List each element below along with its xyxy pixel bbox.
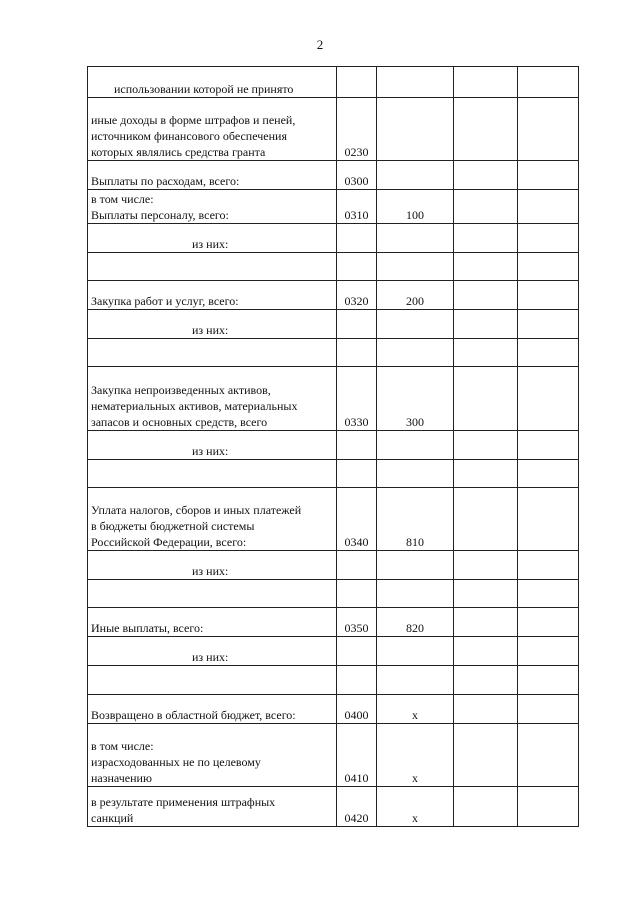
row-kosgu-cell	[377, 310, 454, 339]
row-amount-cell	[518, 253, 579, 281]
row-amount-cell	[518, 431, 579, 460]
row-amount-cell	[454, 190, 518, 224]
table-row	[88, 488, 579, 551]
row-name-cell	[88, 488, 337, 551]
row-kosgu-cell	[377, 460, 454, 488]
row-amount-cell	[454, 98, 518, 161]
row-name-cell	[88, 787, 337, 827]
row-name-line: Российской Федерации, всего:	[91, 535, 247, 549]
table-row	[88, 310, 579, 339]
row-code-cell	[337, 253, 377, 281]
row-code-cell: 0420	[337, 787, 377, 827]
row-kosgu-cell: 810	[377, 488, 454, 551]
row-kosgu-cell	[377, 224, 454, 253]
row-amount-cell	[518, 161, 579, 190]
row-name-line: из них:	[192, 650, 229, 664]
row-code-cell	[337, 310, 377, 339]
row-kosgu-cell: x	[377, 787, 454, 827]
row-name-cell	[88, 460, 337, 488]
row-name-line: нематериальных активов, материальных	[91, 399, 298, 413]
row-kosgu-cell	[377, 580, 454, 608]
row-amount-cell	[518, 608, 579, 637]
table-row	[88, 224, 579, 253]
row-amount-cell	[454, 637, 518, 666]
table-row	[88, 98, 579, 161]
row-name-cell	[88, 339, 337, 367]
row-name-cell	[88, 224, 337, 253]
row-name-line: в том числе:	[91, 192, 154, 206]
row-amount-cell	[454, 695, 518, 724]
row-kosgu-cell: x	[377, 695, 454, 724]
row-amount-cell	[454, 310, 518, 339]
row-name-line: назначению	[91, 771, 152, 785]
table-row	[88, 695, 579, 724]
row-name-line: Закупка работ и услуг, всего:	[91, 294, 239, 308]
row-kosgu-cell: 100	[377, 190, 454, 224]
row-amount-cell	[454, 460, 518, 488]
row-amount-cell	[518, 637, 579, 666]
row-name-line: источником финансового обеспечения	[91, 129, 287, 143]
row-amount-cell	[518, 224, 579, 253]
row-amount-cell	[518, 787, 579, 827]
row-amount-cell	[454, 339, 518, 367]
table-row	[88, 460, 579, 488]
row-amount-cell	[518, 460, 579, 488]
row-name-line: Иные выплаты, всего:	[91, 621, 204, 635]
row-amount-cell	[518, 98, 579, 161]
row-name-cell	[88, 161, 337, 190]
page-number: 2	[316, 37, 324, 52]
row-name-line: использовании которой не принято	[114, 82, 294, 96]
row-name-line: Закупка непроизведенных активов,	[91, 383, 271, 397]
report-table	[87, 66, 579, 827]
row-name-line: Уплата налогов, сборов и иных платежей	[91, 503, 302, 517]
row-kosgu-cell: 300	[377, 367, 454, 431]
row-amount-cell	[518, 580, 579, 608]
row-kosgu-cell	[377, 67, 454, 98]
row-name-line: которых являлись средства гранта	[91, 145, 266, 159]
row-name-cell	[88, 190, 337, 224]
row-name-cell	[88, 367, 337, 431]
row-name-line: из них:	[192, 564, 229, 578]
row-name-line: в том числе:	[91, 739, 154, 753]
row-name-cell	[88, 724, 337, 787]
row-code-cell	[337, 666, 377, 695]
row-code-cell	[337, 67, 377, 98]
row-name-cell	[88, 551, 337, 580]
row-name-line: в бюджеты бюджетной системы	[91, 519, 255, 533]
row-kosgu-cell	[377, 161, 454, 190]
row-name-line: Выплаты по расходам, всего:	[91, 174, 240, 188]
row-amount-cell	[454, 224, 518, 253]
row-name-line: Возвращено в областной бюджет, всего:	[91, 708, 296, 722]
row-code-cell: 0340	[337, 488, 377, 551]
row-amount-cell	[518, 551, 579, 580]
row-name-line: израсходованных не по целевому	[91, 755, 261, 769]
row-amount-cell	[454, 666, 518, 695]
table-row	[88, 724, 579, 787]
row-name-cell	[88, 431, 337, 460]
table-row	[88, 161, 579, 190]
row-code-cell	[337, 580, 377, 608]
row-amount-cell	[518, 367, 579, 431]
row-name-cell	[88, 695, 337, 724]
table-row	[88, 431, 579, 460]
table-row	[88, 281, 579, 310]
row-amount-cell	[518, 190, 579, 224]
table-row	[88, 580, 579, 608]
row-name-cell	[88, 281, 337, 310]
row-kosgu-cell	[377, 98, 454, 161]
row-code-cell	[337, 339, 377, 367]
row-kosgu-cell	[377, 431, 454, 460]
row-amount-cell	[454, 161, 518, 190]
table-row	[88, 190, 579, 224]
row-name-cell	[88, 67, 337, 98]
row-amount-cell	[454, 787, 518, 827]
table-row	[88, 67, 579, 98]
row-kosgu-cell: x	[377, 724, 454, 787]
row-name-line: запасов и основных средств, всего	[91, 415, 268, 429]
row-code-cell	[337, 460, 377, 488]
row-code-cell	[337, 431, 377, 460]
row-name-line: в результате применения штрафных	[91, 795, 276, 809]
row-kosgu-cell: 200	[377, 281, 454, 310]
row-name-cell	[88, 310, 337, 339]
row-amount-cell	[518, 281, 579, 310]
row-amount-cell	[518, 339, 579, 367]
table-row	[88, 666, 579, 695]
table-row	[88, 339, 579, 367]
row-name-line: из них:	[192, 237, 229, 251]
row-code-cell: 0310	[337, 190, 377, 224]
row-amount-cell	[518, 724, 579, 787]
row-name-cell	[88, 666, 337, 695]
row-name-line: санкций	[91, 811, 134, 825]
row-amount-cell	[518, 67, 579, 98]
row-code-cell	[337, 637, 377, 666]
row-name-line: иные доходы в форме штрафов и пеней,	[91, 113, 296, 127]
table-row	[88, 637, 579, 666]
row-name-cell	[88, 637, 337, 666]
row-amount-cell	[454, 488, 518, 551]
row-amount-cell	[518, 488, 579, 551]
row-code-cell: 0230	[337, 98, 377, 161]
row-name-cell	[88, 253, 337, 281]
row-code-cell: 0300	[337, 161, 377, 190]
row-kosgu-cell	[377, 666, 454, 695]
row-code-cell	[337, 224, 377, 253]
row-code-cell: 0410	[337, 724, 377, 787]
table-row	[88, 787, 579, 827]
row-kosgu-cell	[377, 637, 454, 666]
row-amount-cell	[454, 253, 518, 281]
row-name-cell	[88, 580, 337, 608]
table-row	[88, 551, 579, 580]
table-row	[88, 608, 579, 637]
table-row	[88, 253, 579, 281]
row-name-line: из них:	[192, 323, 229, 337]
row-amount-cell	[454, 608, 518, 637]
row-amount-cell	[454, 580, 518, 608]
row-amount-cell	[454, 431, 518, 460]
row-kosgu-cell	[377, 339, 454, 367]
row-amount-cell	[518, 310, 579, 339]
row-name-cell	[88, 608, 337, 637]
row-amount-cell	[454, 67, 518, 98]
row-kosgu-cell	[377, 551, 454, 580]
table-row	[88, 367, 579, 431]
row-amount-cell	[454, 724, 518, 787]
row-name-line: Выплаты персоналу, всего:	[91, 208, 229, 222]
row-code-cell: 0400	[337, 695, 377, 724]
row-code-cell: 0320	[337, 281, 377, 310]
row-amount-cell	[454, 281, 518, 310]
row-amount-cell	[518, 695, 579, 724]
row-kosgu-cell	[377, 253, 454, 281]
row-code-cell	[337, 551, 377, 580]
row-code-cell: 0350	[337, 608, 377, 637]
row-name-cell	[88, 98, 337, 161]
row-amount-cell	[518, 666, 579, 695]
row-name-line: из них:	[192, 444, 229, 458]
row-amount-cell	[454, 367, 518, 431]
row-code-cell: 0330	[337, 367, 377, 431]
row-amount-cell	[454, 551, 518, 580]
row-kosgu-cell: 820	[377, 608, 454, 637]
